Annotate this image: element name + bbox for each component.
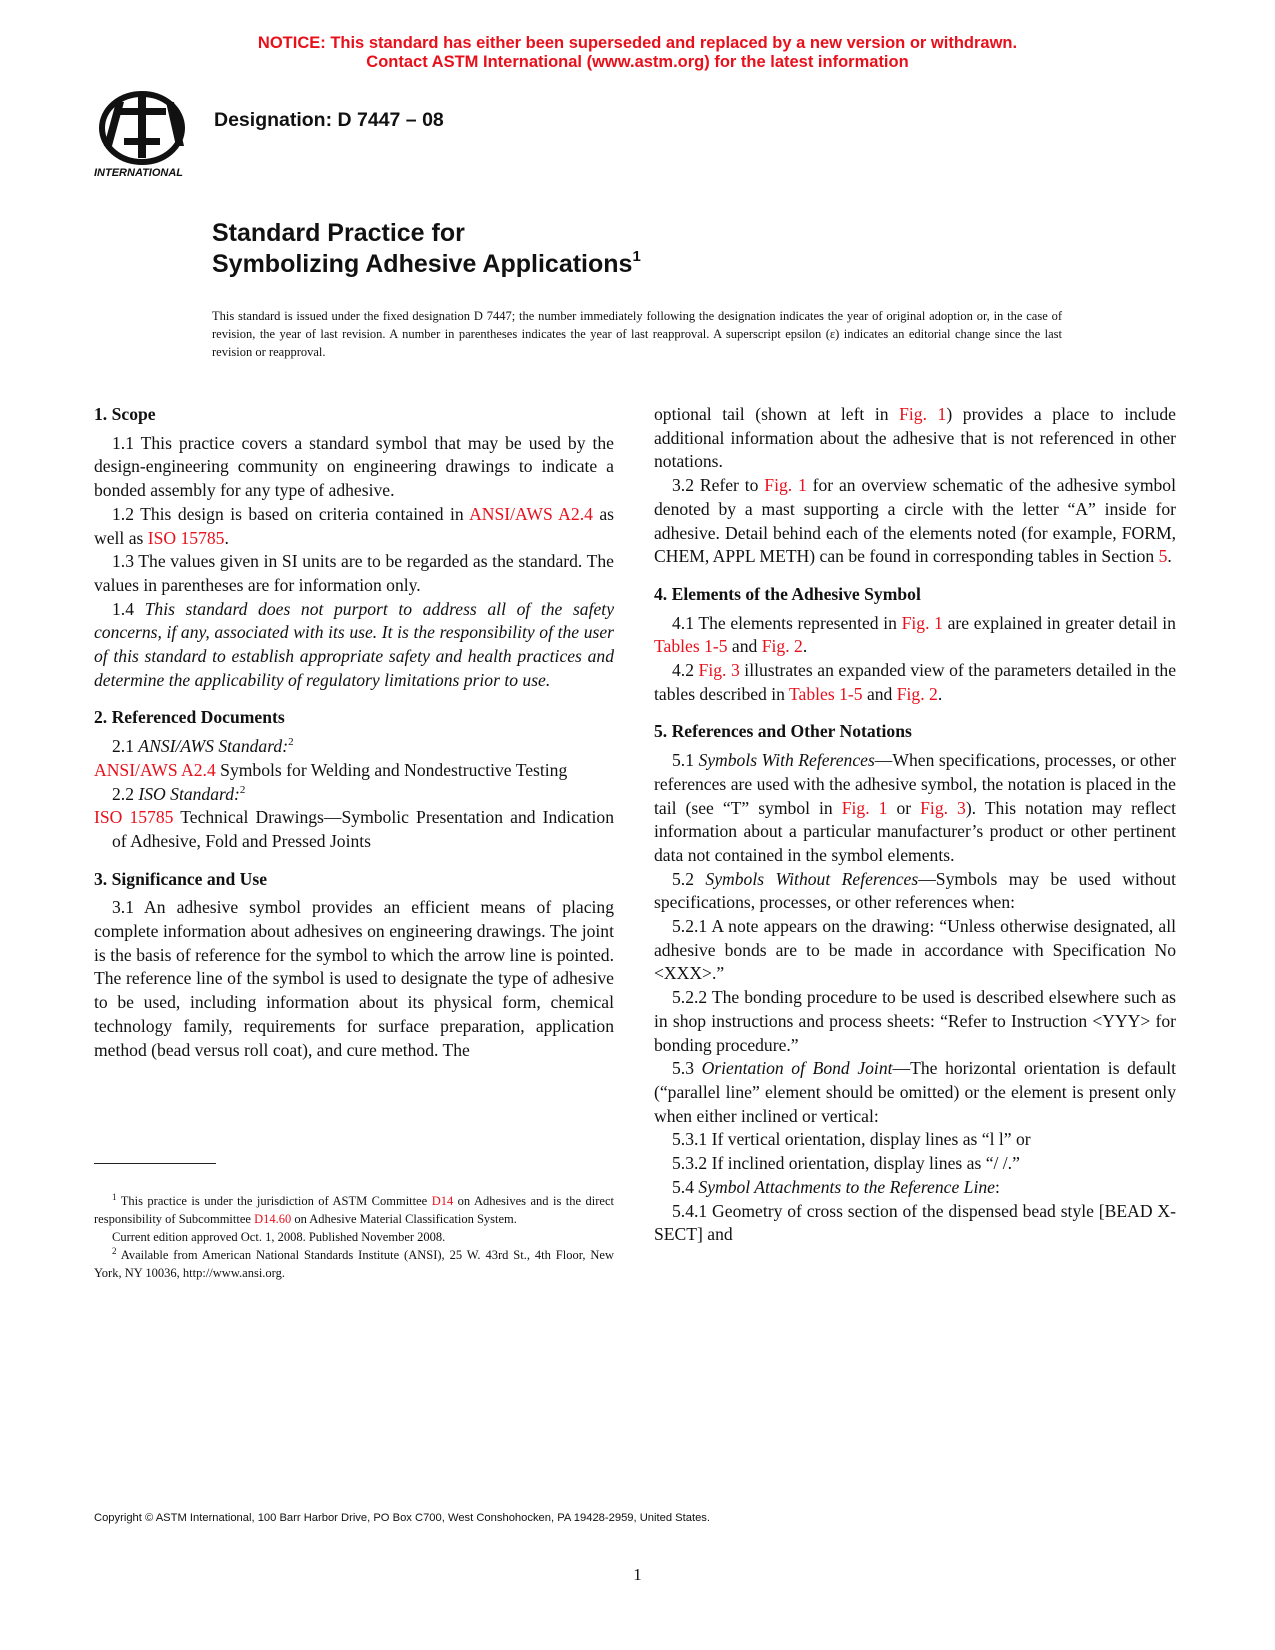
footnote-1: $^1$ This practice is under the jurisdiction of ASTM Committee D14 on Adhesives and is the direct responsibility of Subcommittee D14.60 on Adhesive Material Classification System. — [94, 1192, 614, 1226]
para-5-2: 5.2 Symbols Without References—Symbols may be used without specifications, processes, or other references when: — [654, 868, 1176, 913]
link-d14[interactable]: D14 — [431, 1194, 454, 1208]
link-fig-3[interactable]: Fig. 3 — [698, 660, 740, 681]
reference-ansi: ANSI/AWS A2.4 Symbols for Welding and Nondestructive Testing — [94, 759, 568, 780]
designation: Designation: D 7447 – 08 — [214, 109, 444, 131]
para-2-1: 2.1 ANSI/AWS Standard:$^2$ — [112, 736, 294, 757]
para-5-2-1: 5.2.1 A note appears on the drawing: “Unless otherwise designated, all adhesive bonds are to be made in accordance with Specification No <XXX>.” — [654, 916, 1176, 984]
link-ansi-aws[interactable]: ANSI/AWS A2.4 — [469, 503, 593, 524]
title-line-2: Symbolizing Adhesive Applications$^1$ — [212, 248, 641, 278]
right-column — [654, 403, 1176, 1247]
astm-logo — [94, 88, 194, 183]
para-1-3: 1.3 The values given in SI units are to be regarded as the standard. The values in parentheses are for information only. — [94, 551, 614, 595]
para-5-3-2: 5.3.2 If inclined orientation, display lines as “/ /.” — [672, 1153, 1020, 1174]
para-1-2: 1.2 This design is based on criteria contained in ANSI/AWS A2.4 as well as ISO 15785. — [94, 503, 614, 548]
logo-text: INTERNATIONAL — [94, 167, 184, 179]
para-5-4: 5.4 Symbol Attachments to the Reference Line: — [672, 1176, 1000, 1197]
footnote-rule — [94, 1163, 216, 1164]
para-1-1: 1.1 This practice covers a standard symbol that may be used by the design-engineering community on engineering drawings to indicate a bonded assembly for any type of adhesive. — [94, 432, 614, 501]
link-fig-2[interactable]: Fig. 2 — [896, 683, 938, 704]
para-5-3-1: 5.3.1 If vertical orientation, display lines as “l l” or — [672, 1129, 1031, 1150]
section-4-heading: 4. Elements of the Adhesive Symbol — [654, 583, 921, 604]
copyright: Copyright © ASTM International, 100 Barr Harbor Drive, PO Box C700, West Conshohocken, PA 19428-2959, United States. — [94, 1512, 710, 1524]
para-5-2-2: 5.2.2 The bonding procedure to be used is described elsewhere such as in shop instructions and process sheets: “Refer to Instruction <YYY> for bonding procedure.” — [654, 987, 1176, 1055]
document-title — [212, 218, 641, 280]
link-fig-1[interactable]: Fig. 1 — [899, 404, 947, 424]
footnotes — [94, 1192, 614, 1282]
link-fig-1[interactable]: Fig. 1 — [841, 797, 888, 818]
issued-note: This standard is issued under the fixed designation D 7447; the number immediately following the designation indicates the year of original adoption or, in the case of revision, the year of last revision. A number in parentheses indicates the year of last reapproval. A superscript epsilon (ε) indicates an editorial change since the last revision or reapproval. — [212, 309, 1062, 359]
link-fig-1[interactable]: Fig. 1 — [764, 475, 807, 496]
para-2-2: 2.2 ISO Standard:$^2$ — [112, 783, 246, 804]
section-5-heading: 5. References and Other Notations — [654, 721, 912, 742]
reference-iso: ISO 15785 Technical Drawings—Symbolic Presentation and Indication of Adhesive, Fold and Pressed Joints — [94, 807, 614, 851]
para-3-2: 3.2 Refer to Fig. 1 for an overview schematic of the adhesive symbol denoted by a mast supporting a circle with the letter “A” inside for adhesive. Detail behind each of the elements noted (for example, FORM, CHEM, APPL METH) can be found in corresponding tables in Section 5. — [654, 475, 1176, 567]
title-line-1: Standard Practice for — [212, 219, 465, 247]
para-3-1: 3.1 An adhesive symbol provides an efficient means of placing complete information about adhesives on engineering drawings. The joint is the basis of reference for the symbol to which the arrow line is pointed. The reference line of the symbol is used to designate the type of adhesive to be used, including information about its physical form, chemical technology family, requirements for surface preparation, application method (bead versus roll coat), and cure method. The — [94, 897, 614, 1060]
link-section-5[interactable]: 5 — [1158, 546, 1168, 567]
title-footnote-marker: 1 — [632, 248, 641, 265]
section-2-heading: 2. Referenced Documents — [94, 707, 285, 728]
link-fig-2[interactable]: Fig. 2 — [761, 636, 803, 657]
para-1-4: 1.4 This standard does not purport to address all of the safety concerns, if any, associated with its use. It is the responsibility of the user of this standard to establish appropriate safety and health practices and determine the applicability of regulatory limitations prior to use. — [94, 598, 615, 690]
footnote-1-edition: Current edition approved Oct. 1, 2008. Published November 2008. — [112, 1230, 446, 1244]
para-4-1: 4.1 The elements represented in Fig. 1 are explained in greater detail in Tables 1-5 and Fig. 2. — [654, 612, 1176, 657]
link-iso[interactable]: ISO 15785 — [147, 527, 225, 548]
link-d14-60[interactable]: D14.60 — [254, 1212, 292, 1226]
notice-line-2: Contact ASTM International (www.astm.org) for the latest information — [366, 53, 909, 71]
left-column — [94, 403, 614, 1062]
section-1-heading: 1. Scope — [94, 404, 156, 424]
link-fig-3[interactable]: Fig. 3 — [920, 797, 966, 818]
footnote-2: $^2$ Available from American National Standards Institute (ANSI), 25 W. 43rd St., 4th Floor, New York, NY 10036, http://www.ansi.org. — [94, 1246, 614, 1280]
link-fig-1[interactable]: Fig. 1 — [901, 612, 943, 633]
notice-line-1: NOTICE: This standard has either been superseded and replaced by a new version or withdrawn. — [257, 34, 1018, 52]
notice-banner — [0, 34, 1275, 72]
para-5-1: 5.1 Symbols With References—When specifications, processes, or other references are used with the adhesive symbol, the notation is placed in the tail (see “T” symbol in Fig. 1 or Fig. 3). This notation may reflect information about a particular manufacturer’s product or other pertinent data not contained in the symbol elements. — [654, 750, 1176, 865]
link-tables[interactable]: Tables 1-5 — [789, 683, 863, 704]
para-4-2: 4.2 Fig. 3 illustrates an expanded view of the parameters detailed in the tables described in Tables 1-5 and Fig. 2. — [654, 660, 1177, 704]
section-3-heading: 3. Significance and Use — [94, 868, 268, 889]
para-5-3: 5.3 Orientation of Bond Joint—The horizontal orientation is default (“parallel line” element should be omitted) or the element is present only when either inclined or vertical: — [654, 1058, 1176, 1126]
para-3-1-continued: optional tail (shown at left in Fig. 1) provides a place to include additional information about the adhesive that is not referenced in other notations. — [654, 404, 1176, 472]
link-iso-ref[interactable]: ISO 15785 — [94, 807, 174, 828]
link-ansi-aws-ref[interactable]: ANSI/AWS A2.4 — [94, 759, 216, 780]
para-5-4-1: 5.4.1 Geometry of cross section of the dispensed bead style [BEAD X-SECT] and — [654, 1200, 1176, 1245]
page-number: 1 — [633, 1565, 642, 1584]
link-tables[interactable]: Tables 1-5 — [654, 636, 728, 657]
